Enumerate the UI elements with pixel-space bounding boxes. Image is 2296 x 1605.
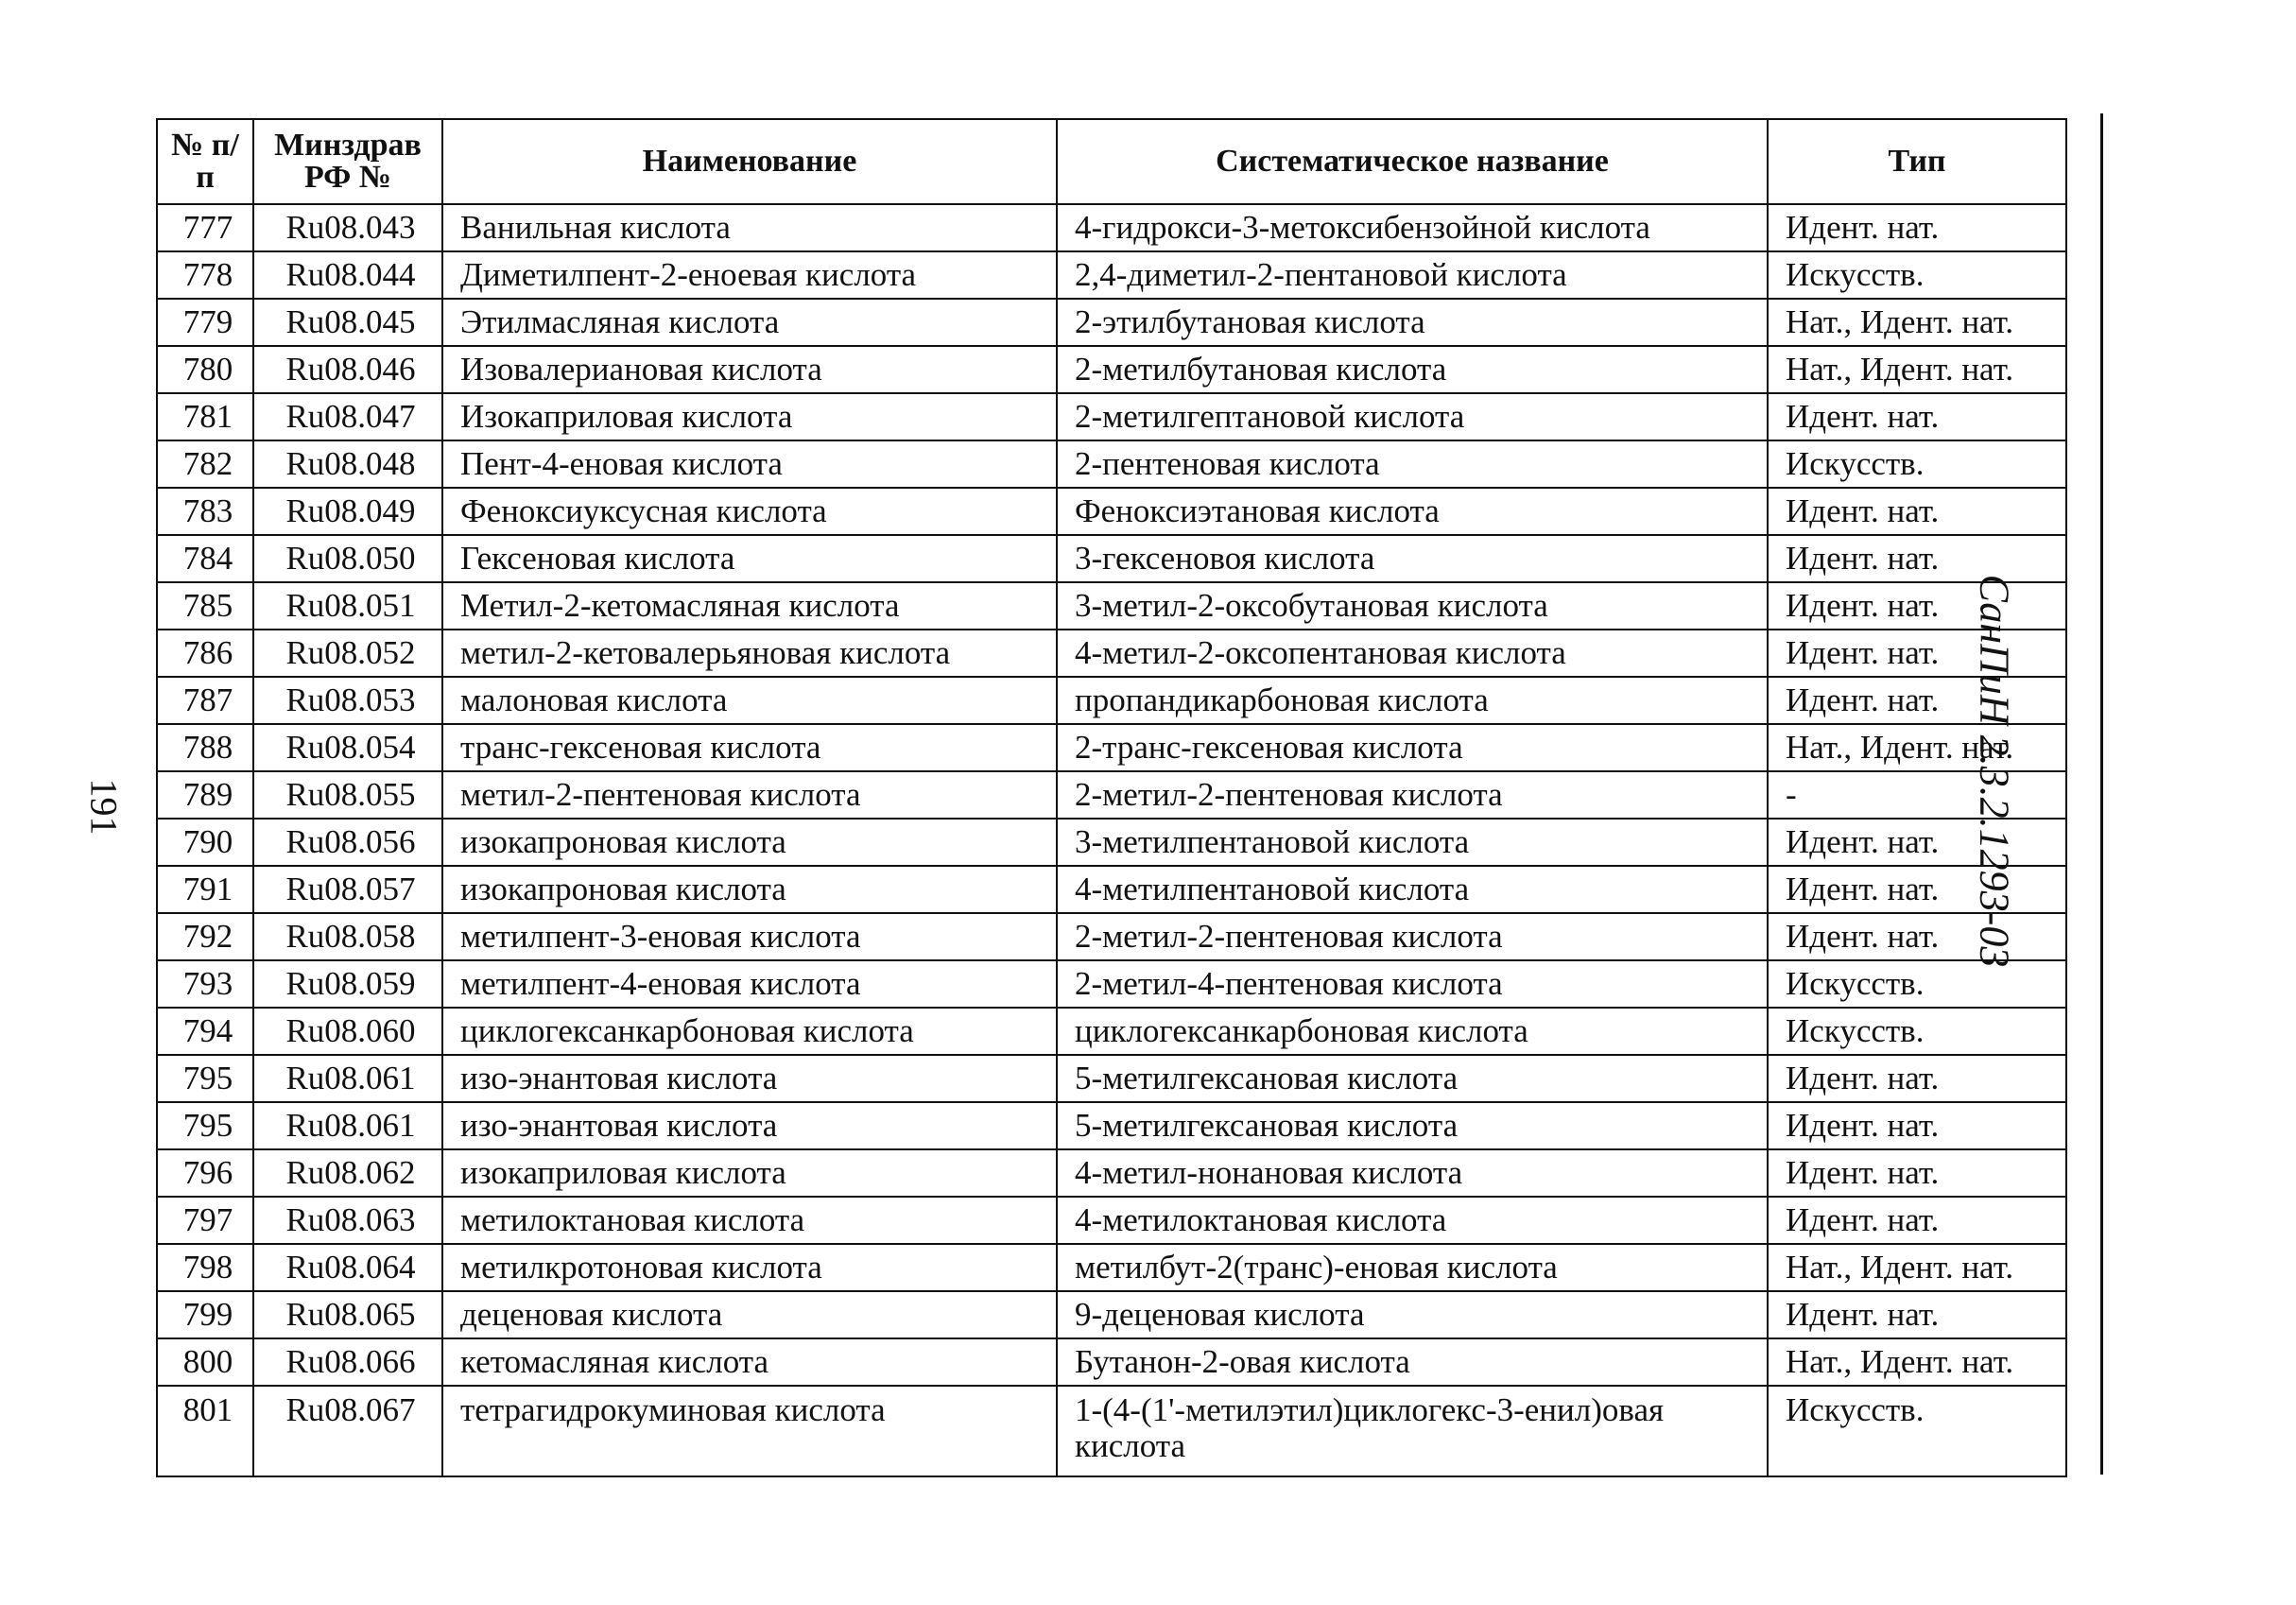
cell-systematic: 2-метилгептановой кислота bbox=[1057, 393, 1768, 440]
cell-code: Ru08.048 bbox=[253, 440, 442, 488]
cell-type: Искусств. bbox=[1768, 440, 2066, 488]
cell-type: Нат., Идент. нат. bbox=[1768, 724, 2066, 771]
table-row bbox=[157, 1386, 2066, 1476]
cell-type: Идент. нат. bbox=[1768, 630, 2066, 677]
cell-code: Ru08.061 bbox=[253, 1055, 442, 1102]
cell-name: Метил-2-кетомасляная кислота bbox=[442, 582, 1057, 630]
cell-code: Ru08.053 bbox=[253, 677, 442, 724]
cell-systematic: 1-(4-(1'-метилэтил)циклогекс-3-енил)овая кислота bbox=[1057, 1386, 1768, 1476]
cell-code: Ru08.062 bbox=[253, 1149, 442, 1197]
cell-name: Этилмасляная кислота bbox=[442, 299, 1057, 346]
cell-code: Ru08.047 bbox=[253, 393, 442, 440]
table-row bbox=[157, 913, 2066, 960]
cell-code: Ru08.046 bbox=[253, 346, 442, 393]
cell-code: Ru08.066 bbox=[253, 1338, 442, 1386]
cell-name: изокаприловая кислота bbox=[442, 1149, 1057, 1197]
table-row bbox=[157, 1197, 2066, 1244]
side-divider bbox=[2100, 113, 2103, 1475]
cell-name: метилкротоновая кислота bbox=[442, 1244, 1057, 1291]
cell-type: Идент. нат. bbox=[1768, 677, 2066, 724]
cell-num: 787 bbox=[157, 677, 253, 724]
cell-type: Нат., Идент. нат. bbox=[1768, 1244, 2066, 1291]
cell-type: - bbox=[1768, 771, 2066, 819]
cell-num: 782 bbox=[157, 440, 253, 488]
cell-type: Идент. нат. bbox=[1768, 204, 2066, 251]
table-row bbox=[157, 771, 2066, 819]
cell-code: Ru08.052 bbox=[253, 630, 442, 677]
cell-type: Нат., Идент. нат. bbox=[1768, 346, 2066, 393]
cell-type: Нат., Идент. нат. bbox=[1768, 299, 2066, 346]
table-row bbox=[157, 346, 2066, 393]
table-row bbox=[157, 1244, 2066, 1291]
cell-type: Идент. нат. bbox=[1768, 1291, 2066, 1338]
cell-num: 781 bbox=[157, 393, 253, 440]
cell-code: Ru08.067 bbox=[253, 1386, 442, 1476]
cell-num: 796 bbox=[157, 1149, 253, 1197]
cell-type: Нат., Идент. нат. bbox=[1768, 1338, 2066, 1386]
cell-code: Ru08.060 bbox=[253, 1008, 442, 1055]
cell-systematic: 4-метил-2-оксопентановая кислота bbox=[1057, 630, 1768, 677]
table-row bbox=[157, 677, 2066, 724]
header-name: Наименование bbox=[442, 119, 1057, 204]
cell-num: 784 bbox=[157, 535, 253, 582]
cell-code: Ru08.045 bbox=[253, 299, 442, 346]
cell-systematic: 2,4-диметил-2-пентановой кислота bbox=[1057, 251, 1768, 299]
table-header-row bbox=[157, 119, 2066, 204]
cell-code: Ru08.043 bbox=[253, 204, 442, 251]
cell-type: Искусств. bbox=[1768, 1008, 2066, 1055]
cell-code: Ru08.055 bbox=[253, 771, 442, 819]
table-body bbox=[157, 204, 2066, 1476]
cell-num: 794 bbox=[157, 1008, 253, 1055]
cell-code: Ru08.058 bbox=[253, 913, 442, 960]
table-row bbox=[157, 393, 2066, 440]
cell-code: Ru08.061 bbox=[253, 1102, 442, 1149]
table-row bbox=[157, 1102, 2066, 1149]
cell-num: 778 bbox=[157, 251, 253, 299]
cell-name: метилпент-4-еновая кислота bbox=[442, 960, 1057, 1008]
cell-num: 791 bbox=[157, 866, 253, 913]
cell-systematic: 3-метил-2-оксобутановая кислота bbox=[1057, 582, 1768, 630]
cell-name: циклогексанкарбоновая кислота bbox=[442, 1008, 1057, 1055]
cell-name: Диметилпент-2-еноевая кислота bbox=[442, 251, 1057, 299]
cell-systematic: 4-метилоктановая кислота bbox=[1057, 1197, 1768, 1244]
cell-code: Ru08.051 bbox=[253, 582, 442, 630]
cell-systematic: 2-метил-4-пентеновая кислота bbox=[1057, 960, 1768, 1008]
cell-num: 799 bbox=[157, 1291, 253, 1338]
cell-systematic: 9-деценовая кислота bbox=[1057, 1291, 1768, 1338]
cell-num: 795 bbox=[157, 1055, 253, 1102]
table-row bbox=[157, 724, 2066, 771]
cell-num: 801 bbox=[157, 1386, 253, 1476]
cell-type: Идент. нат. bbox=[1768, 582, 2066, 630]
cell-systematic: 2-этилбутановая кислота bbox=[1057, 299, 1768, 346]
cell-code: Ru08.063 bbox=[253, 1197, 442, 1244]
cell-type: Идент. нат. bbox=[1768, 913, 2066, 960]
cell-systematic: 2-метил-2-пентеновая кислота bbox=[1057, 913, 1768, 960]
cell-type: Идент. нат. bbox=[1768, 488, 2066, 535]
cell-name: изо-энантовая кислота bbox=[442, 1102, 1057, 1149]
cell-code: Ru08.057 bbox=[253, 866, 442, 913]
cell-num: 783 bbox=[157, 488, 253, 535]
table-row bbox=[157, 1149, 2066, 1197]
cell-name: малоновая кислота bbox=[442, 677, 1057, 724]
cell-num: 792 bbox=[157, 913, 253, 960]
cell-code: Ru08.064 bbox=[253, 1244, 442, 1291]
cell-systematic: метилбут-2(транс)-еновая кислота bbox=[1057, 1244, 1768, 1291]
table-row bbox=[157, 1008, 2066, 1055]
cell-name: Изокаприловая кислота bbox=[442, 393, 1057, 440]
cell-systematic: 2-пентеновая кислота bbox=[1057, 440, 1768, 488]
table-row bbox=[157, 960, 2066, 1008]
cell-type: Идент. нат. bbox=[1768, 393, 2066, 440]
table-row bbox=[157, 488, 2066, 535]
cell-systematic: 4-метил-нонановая кислота bbox=[1057, 1149, 1768, 1197]
cell-name: метил-2-пентеновая кислота bbox=[442, 771, 1057, 819]
cell-name: изо-энантовая кислота bbox=[442, 1055, 1057, 1102]
table-row bbox=[157, 1055, 2066, 1102]
cell-name: деценовая кислота bbox=[442, 1291, 1057, 1338]
cell-systematic: 2-транс-гексеновая кислота bbox=[1057, 724, 1768, 771]
cell-num: 793 bbox=[157, 960, 253, 1008]
acids-table bbox=[156, 118, 2067, 1477]
cell-type: Искусств. bbox=[1768, 251, 2066, 299]
cell-name: изокапроновая кислота bbox=[442, 866, 1057, 913]
cell-num: 798 bbox=[157, 1244, 253, 1291]
table-row bbox=[157, 1291, 2066, 1338]
header-systematic: Систематическое название bbox=[1057, 119, 1768, 204]
cell-name: кетомасляная кислота bbox=[442, 1338, 1057, 1386]
cell-num: 777 bbox=[157, 204, 253, 251]
cell-type: Идент. нат. bbox=[1768, 1149, 2066, 1197]
header-code: Минздрав РФ № bbox=[253, 119, 442, 204]
document-title: СанПиН 2.3.2.1293-03 bbox=[1971, 574, 2018, 968]
header-type: Тип bbox=[1768, 119, 2066, 204]
cell-type: Идент. нат. bbox=[1768, 1055, 2066, 1102]
cell-num: 780 bbox=[157, 346, 253, 393]
cell-name: метил-2-кетовалерьяновая кислота bbox=[442, 630, 1057, 677]
cell-systematic: 5-метилгексановая кислота bbox=[1057, 1055, 1768, 1102]
table-row bbox=[157, 582, 2066, 630]
cell-num: 779 bbox=[157, 299, 253, 346]
cell-systematic: 4-гидрокси-3-метоксибензойной кислота bbox=[1057, 204, 1768, 251]
table-row bbox=[157, 440, 2066, 488]
cell-code: Ru08.049 bbox=[253, 488, 442, 535]
cell-systematic: 5-метилгексановая кислота bbox=[1057, 1102, 1768, 1149]
cell-type: Идент. нат. bbox=[1768, 819, 2066, 866]
table-row bbox=[157, 204, 2066, 251]
cell-name: тетрагидрокуминовая кислота bbox=[442, 1386, 1057, 1476]
cell-type: Идент. нат. bbox=[1768, 535, 2066, 582]
table-row bbox=[157, 299, 2066, 346]
cell-name: Ванильная кислота bbox=[442, 204, 1057, 251]
cell-code: Ru08.059 bbox=[253, 960, 442, 1008]
cell-name: Феноксиуксусная кислота bbox=[442, 488, 1057, 535]
cell-num: 790 bbox=[157, 819, 253, 866]
table-row bbox=[157, 251, 2066, 299]
cell-systematic: 4-метилпентановой кислота bbox=[1057, 866, 1768, 913]
table-row bbox=[157, 819, 2066, 866]
header-num: № п/п bbox=[157, 119, 253, 204]
cell-code: Ru08.056 bbox=[253, 819, 442, 866]
cell-name: транс-гексеновая кислота bbox=[442, 724, 1057, 771]
cell-num: 800 bbox=[157, 1338, 253, 1386]
cell-num: 788 bbox=[157, 724, 253, 771]
cell-name: метилпент-3-еновая кислота bbox=[442, 913, 1057, 960]
cell-num: 789 bbox=[157, 771, 253, 819]
cell-type: Искусств. bbox=[1768, 1386, 2066, 1476]
cell-name: Пент-4-еновая кислота bbox=[442, 440, 1057, 488]
cell-systematic: 2-метил-2-пентеновая кислота bbox=[1057, 771, 1768, 819]
cell-name: Гексеновая кислота bbox=[442, 535, 1057, 582]
cell-code: Ru08.050 bbox=[253, 535, 442, 582]
cell-num: 795 bbox=[157, 1102, 253, 1149]
table-row bbox=[157, 866, 2066, 913]
cell-num: 797 bbox=[157, 1197, 253, 1244]
table-row bbox=[157, 630, 2066, 677]
cell-type: Идент. нат. bbox=[1768, 1102, 2066, 1149]
cell-systematic: 3-гексеновоя кислота bbox=[1057, 535, 1768, 582]
cell-name: изокапроновая кислота bbox=[442, 819, 1057, 866]
cell-systematic: циклогексанкарбоновая кислота bbox=[1057, 1008, 1768, 1055]
cell-name: Изовалериановая кислота bbox=[442, 346, 1057, 393]
cell-type: Идент. нат. bbox=[1768, 866, 2066, 913]
cell-type: Идент. нат. bbox=[1768, 1197, 2066, 1244]
table-row bbox=[157, 535, 2066, 582]
cell-code: Ru08.054 bbox=[253, 724, 442, 771]
cell-systematic: Феноксиэтановая кислота bbox=[1057, 488, 1768, 535]
cell-code: Ru08.044 bbox=[253, 251, 442, 299]
table-row bbox=[157, 1338, 2066, 1386]
cell-type: Искусств. bbox=[1768, 960, 2066, 1008]
cell-code: Ru08.065 bbox=[253, 1291, 442, 1338]
page-number: 191 bbox=[82, 778, 126, 836]
cell-name: метилоктановая кислота bbox=[442, 1197, 1057, 1244]
cell-systematic: 3-метилпентановой кислота bbox=[1057, 819, 1768, 866]
cell-systematic: Бутанон-2-овая кислота bbox=[1057, 1338, 1768, 1386]
cell-num: 786 bbox=[157, 630, 253, 677]
cell-systematic: 2-метилбутановая кислота bbox=[1057, 346, 1768, 393]
cell-num: 785 bbox=[157, 582, 253, 630]
cell-systematic: пропандикарбоновая кислота bbox=[1057, 677, 1768, 724]
